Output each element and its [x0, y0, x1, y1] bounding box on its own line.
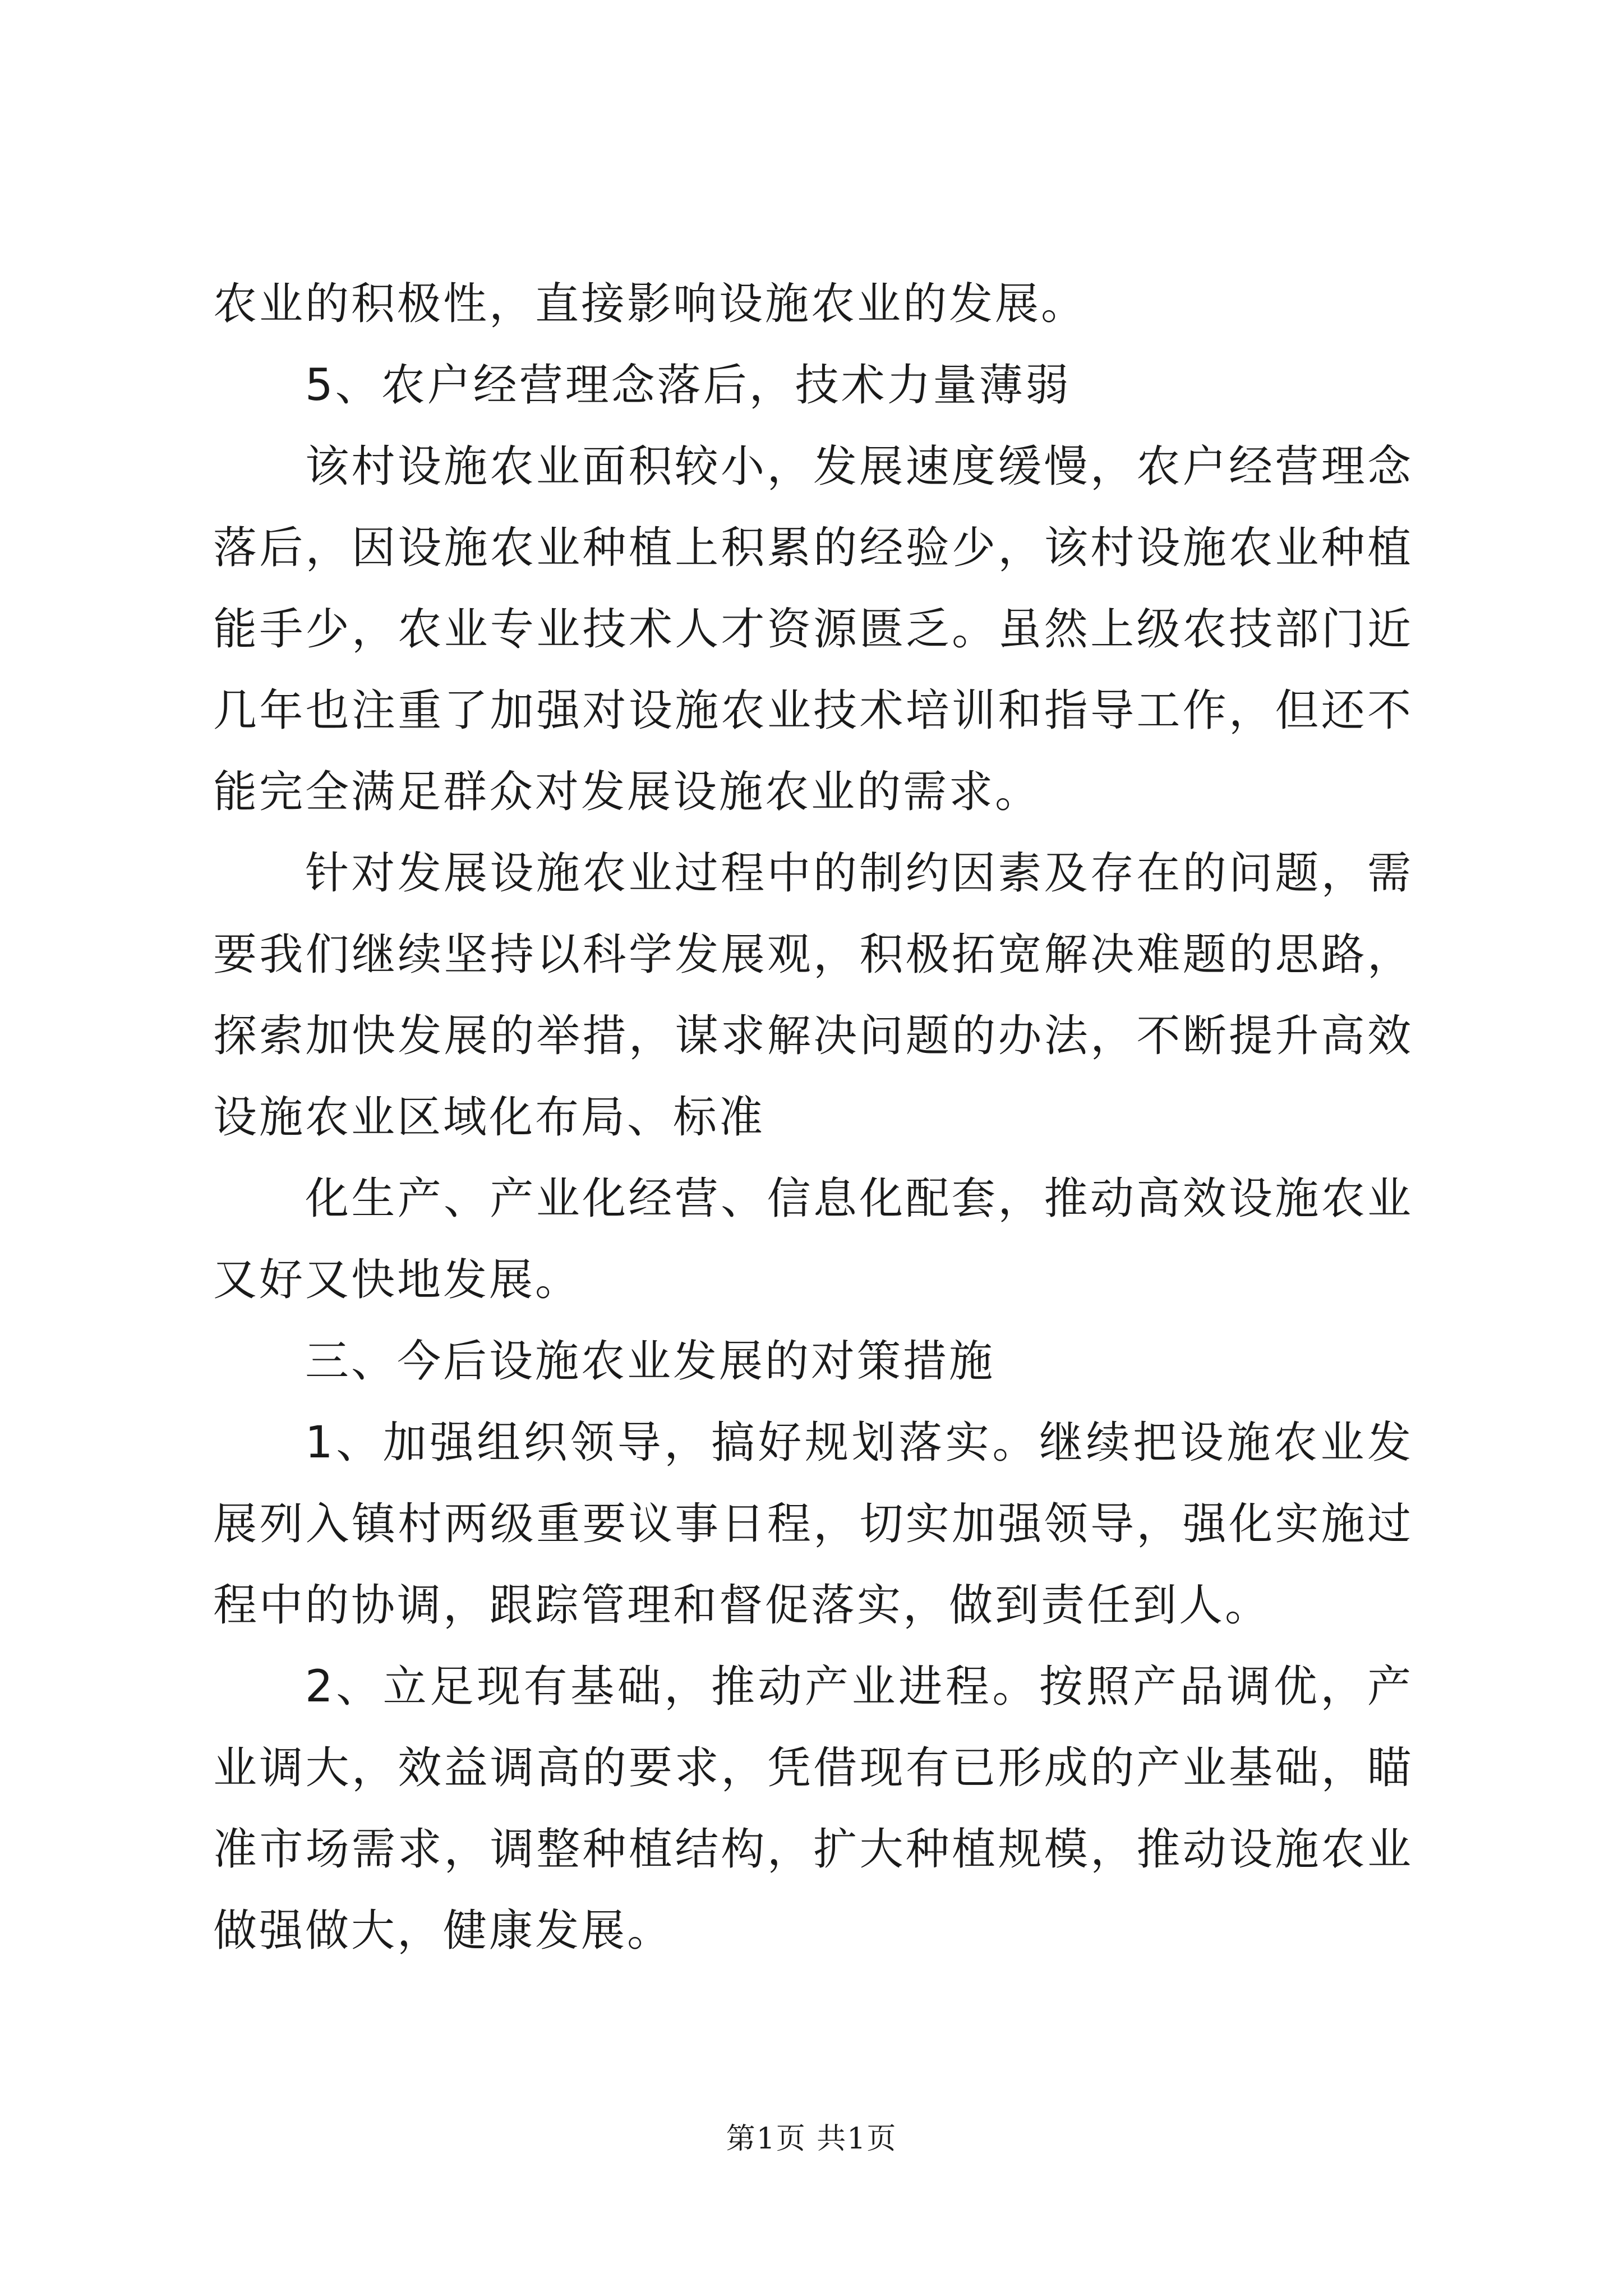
document-body — [213, 264, 1413, 1972]
paragraph: 2、立足现有基础，推动产业进程。按照产品调优，产业调大，效益调高的要求，凭借现有已形成的产业基础，瞄准市场需求，调整种植结构，扩大种植规模，推动设施农业做强做大，健康发展。 — [213, 1662, 1413, 1956]
paragraph: 针对发展设施农业过程中的制约因素及存在的问题，需要我们继续坚持以科学发展观，积极拓宽解决难题的思路，探索加快发展的举措，谋求解决问题的办法，不断提升高效设施农业区域化布局、标准 — [213, 848, 1413, 1143]
section-heading: 三、今后设施农业发展的对策措施 — [305, 1336, 995, 1387]
section-heading: 5、农户经营理念落后，技术力量薄弱 — [305, 360, 1071, 411]
paragraph: 化生产、产业化经营、信息化配套，推动高效设施农业又好又快地发展。 — [213, 1174, 1413, 1305]
paragraph: 该村设施农业面积较小，发展速度缓慢，农户经营理念落后，因设施农业种植上积累的经验少，该村设施农业种植能手少，农业专业技术人才资源匮乏。虽然上级农技部门近几年也注重了加强对设施农业技术培训和指导工作，但还不能完全满足群众对发展设施农业的需求。 — [213, 441, 1413, 817]
paragraph: 农业的积极性，直接影响设施农业的发展。 — [213, 279, 1087, 329]
page-footer: 第1页 共1页 — [726, 2122, 897, 2156]
paragraph: 1、加强组织领导，搞好规划落实。继续把设施农业发展列入镇村两级重要议事日程，切实加强领导，强化实施过程中的协调，跟踪管理和督促落实，做到责任到人。 — [213, 1418, 1413, 1631]
